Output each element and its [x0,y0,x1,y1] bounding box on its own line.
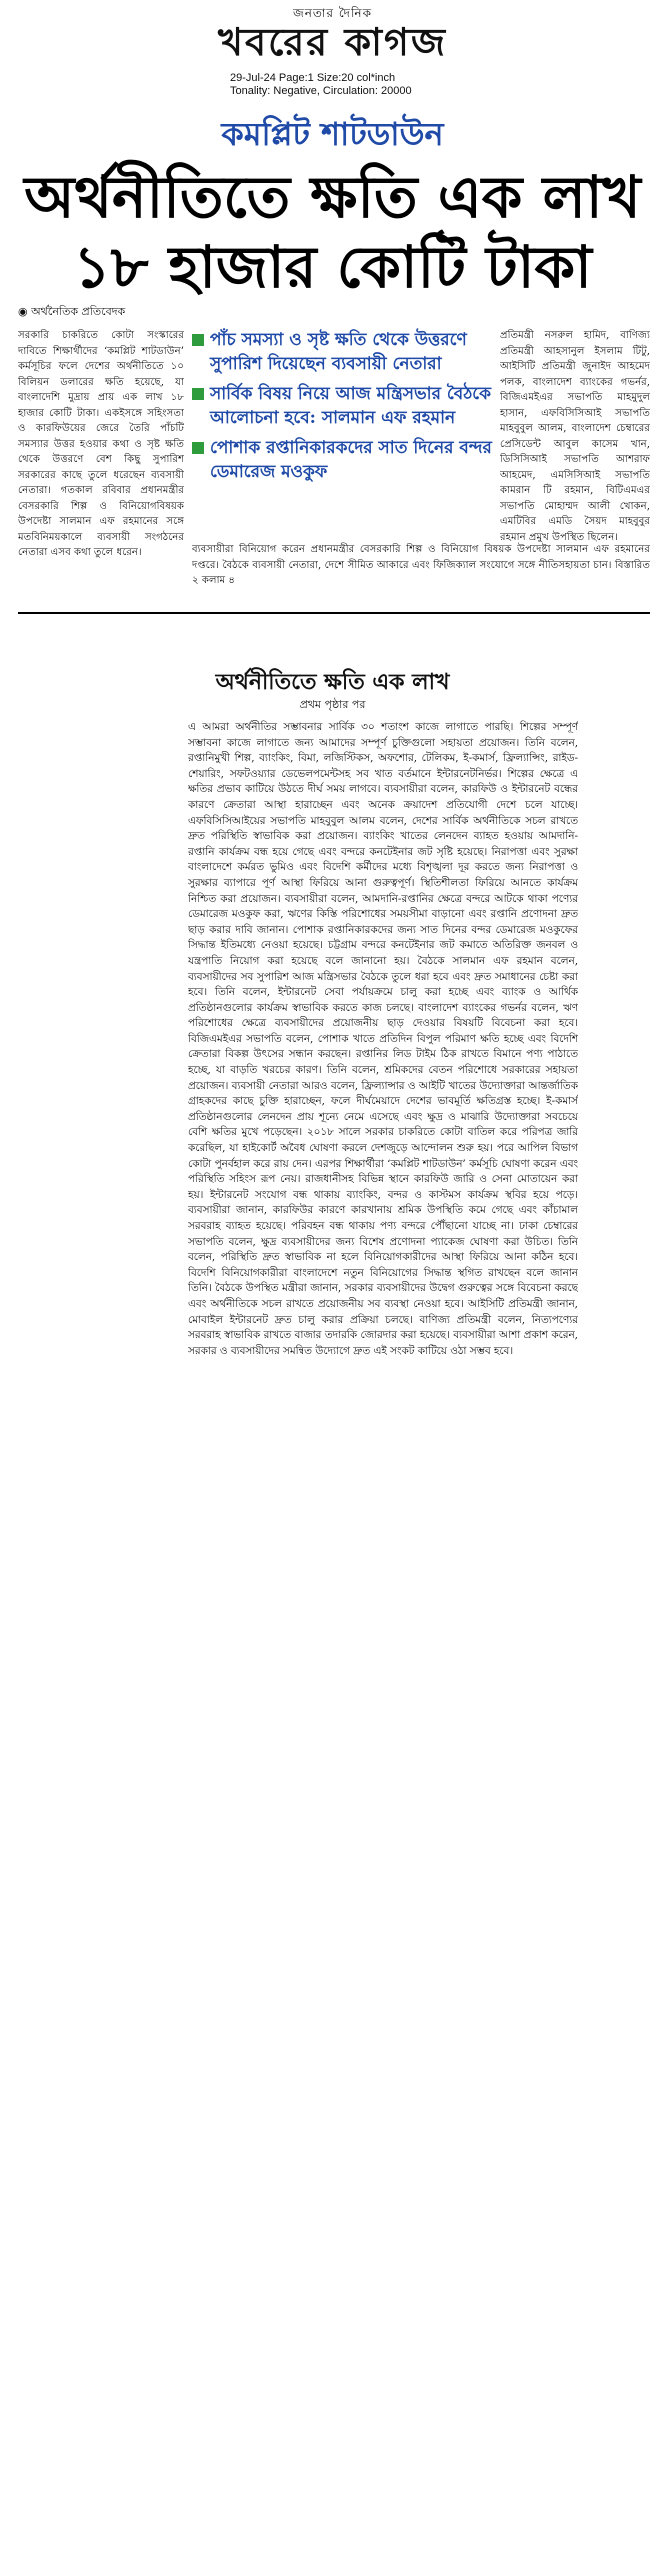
clipping-metadata [230,72,470,98]
highlight-item [192,436,492,484]
article-left-column: সরকারি চাকরিতে কোটা সংস্কারের দাবিতে শিক্ষার্থীদের ‘কমপ্লিট শাটডাউন’ কর্মসূচির ফলে দেশের অর্থনীতিতে ১০ বিলিয়ন ডলারের ক্ষতি হয়েছে, যা বাংলাদেশি মুদ্রায় প্রায় এক লাখ ১৮ হাজার কোটি টাকা। একইসঙ্গে সহিংসতা ও কারফিউয়ের জেরে তৈরি পাঁচটি সমস্যার উত্তর হওয়ার কথা ও সৃষ্ট ক্ষতি থেকে উত্তরণে বেশ কিছু সুপারিশ সরকারের কাছে তুলে ধরেছেন ব্যবসায়ী নেতারা। গতকাল রবিবার প্রধানমন্ত্রীর বেসরকারি শিল্প ও বিনিয়োগবিষয়ক উপদেষ্টা সালমান এফ রহমানের সঙ্গে মতবিনিময়কালে ব্যবসায়ী সংগঠনের নেতারা এসব কথা তুলে ধরেন। [18,330,184,558]
continuation-body: এ আমরা অর্থনীতির সম্ভাবনার সার্বিক ৩০ শতাংশ কাজে লাগাতে পারছি। শিল্পের সম্পূর্ণ সম্ভাবনা কাজে লাগাতে জন্য আমাদের সম্পূর্ণ চুক্তিগুলো সহায়তা প্রয়োজন। তিনি বলেন, রপ্তানিমুখী শিল্প, ব্যাংকিং, বিমা, লজিস্টিকস, অফশোর, টেলিকম, ই-কমার্স, ফ্রিল্যান্সিং, রাইড-শেয়ারিং, সফটওয়্যার ডেভেলপমেন্টসহ সব খাত বর্তমানে ইন্টারনেটনির্ভর। শিল্পের ক্ষেত্রে এ ক্ষতির প্রভাব কাটিয়ে উঠতে দীর্ঘ সময় লাগবে। ব্যবসায়ীরা বলেন, কারফিউ ও ইন্টারনেট বন্ধের কারণে ক্রেতারা আস্থা হারাচ্ছেন এবং অনেক ক্রয়াদেশ প্রতিযোগী দেশে চলে যাচ্ছে। এফবিসিসিআইয়ের সভাপতি মাহবুবুল আলম বলেন, দেশের সার্বিক অর্থনীতিকে সচল রাখতে দ্রুত পরিস্থিতি স্বাভাবিক করা প্রয়োজন। ব্যাংকিং খাতের লেনদেন ব্যাহত হওয়ায় আমদানি-রপ্তানি কার্যক্রম বন্ধ হয়ে গেছে এবং বন্দরে কনটেইনার জট সৃষ্টি হয়েছে। নিরাপত্তা এবং সুরক্ষা বাংলাদেশে কর্মরত ভুমিও এবং বিদেশি কর্মীদের মধ্যে বিশৃঙ্খলা দূর করতে জন্য নিরাপত্তা ও সুরক্ষার ব্যাপারে পূর্ণ আস্থা ফিরিয়ে আনা গুরুত্বপূর্ণ। স্থিতিশীলতা ফিরিয়ে আনতে কার্যক্রম নিশ্চিত করা প্রয়োজন। ব্যবসায়ীরা বলেন, আমদানি-রপ্তানির ক্ষেত্রে বন্দরে আটকে থাকা পণ্যের ডেমারেজ মওকুফ করা, ঋণের কিস্তি পরিশোধের সময়সীমা বাড়ানো এবং রপ্তানি প্রণোদনা দ্রুত ছাড় করার দাবি জানান। পোশাক রপ্তানিকারকদের জন্য সাত দিনের বন্দর ডেমারেজ মওকুফের সিদ্ধান্ত ইতিমধ্যে নেওয়া হয়েছে। চট্টগ্রাম বন্দরে কনটেইনার জট কমাতে অতিরিক্ত জনবল ও যন্ত্রপাতি নিয়োগ করা হয়েছে বলে জানানো হয়। বৈঠকে সালমান এফ রহমান বলেন, ব্যবসায়ীদের সব সুপারিশ আজ মন্ত্রিসভার বৈঠকে তুলে ধরা হবে এবং দ্রুত সমাধানের চেষ্টা করা হবে। তিনি বলেন, ইন্টারনেট সেবা পর্যায়ক্রমে চালু করা হচ্ছে এবং ব্যাংক ও আর্থিক প্রতিষ্ঠানগুলোর কার্যক্রম স্বাভাবিক করতে কাজ চলছে। বাংলাদেশ ব্যাংকের গভর্নর বলেন, ঋণ পরিশোধের ক্ষেত্রে ব্যবসায়ীদের প্রয়োজনীয় ছাড় দেওয়ার বিষয়টি বিবেচনা করা হবে। বিজিএমইএর সভাপতি বলেন, পোশাক খাতে প্রতিদিন বিপুল পরিমাণ ক্ষতি হচ্ছে এবং বিদেশি ক্রেতারা বিকল্প উৎসের সন্ধান করছেন। রপ্তানির লিড টাইম ঠিক রাখতে বিমানে পণ্য পাঠাতে হচ্ছে, যা বাড়তি খরচের কারণ। তিনি বলেন, শ্রমিকদের বেতন পরিশোধে সরকারের সহায়তা প্রয়োজন। ব্যবসায়ী নেতারা আরও বলেন, ফ্রিল্যান্সার ও আইটি খাতের উদ্যোক্তারা আন্তর্জাতিক গ্রাহকদের কাছে চুক্তি হারাচ্ছেন, ফলে দীর্ঘমেয়াদে দেশের ভাবমূর্তি ক্ষতিগ্রস্ত হচ্ছে। ই-কমার্স প্রতিষ্ঠানগুলোর লেনদেন প্রায় শূন্যে নেমে এসেছে এবং ক্ষুদ্র ও মাঝারি উদ্যোক্তারা সবচেয়ে বেশি ক্ষতির মুখে পড়েছেন। ২০১৮ সালে সরকার চাকরিতে কোটা বাতিল করে পরিপত্র জারি করেছিল, যা হাইকোর্ট অবৈধ ঘোষণা করলে দেশজুড়ে আন্দোলন শুরু হয়। পরে আপিল বিভাগ কোটা পুনর্বহাল করে রায় দেন। এরপর শিক্ষার্থীরা ‘কমপ্লিট শাটডাউন’ কর্মসূচি ঘোষণা করেন এবং পরিস্থিতি সহিংস রূপ নেয়। রাজধানীসহ বিভিন্ন স্থানে কারফিউ জারি ও সেনা মোতায়েন করা হয়। ইন্টারনেট সংযোগ বন্ধ থাকায় ব্যাংকিং, বন্দর ও কাস্টমস কার্যক্রম স্থবির হয়ে পড়ে। ব্যবসায়ীরা জানান, কারফিউর কারণে কারখানায় শ্রমিক উপস্থিতি কমে গেছে এবং কাঁচামাল সরবরাহ ব্যাহত হয়েছে। পরিবহন বন্ধ থাকায় পণ্য বন্দরে পৌঁছানো যাচ্ছে না। ঢাকা চেম্বারের সভাপতি বলেন, ক্ষুদ্র ব্যবসায়ীদের জন্য বিশেষ প্রণোদনা প্যাকেজ ঘোষণা করা উচিত। তিনি বলেন, পরিস্থিতি দ্রুত স্বাভাবিক না হলে বিনিয়োগকারীদের আস্থা ফিরিয়ে আনা কঠিন হবে। বিদেশি বিনিয়োগকারীরা বাংলাদেশে নতুন বিনিয়োগের সিদ্ধান্ত স্থগিত রাখছেন বলে জানান তিনি। বৈঠকে উপস্থিত মন্ত্রীরা জানান, সরকার ব্যবসায়ীদের উদ্বেগ গুরুত্বের সঙ্গে বিবেচনা করছে এবং অর্থনীতিকে সচল রাখতে প্রয়োজনীয় সব ব্যবস্থা নেওয়া হবে। আইসিটি প্রতিমন্ত্রী জানান, মোবাইল ইন্টারনেট দ্রুত চালু করার প্রক্রিয়া চলছে। বাণিজ্য প্রতিমন্ত্রী বলেন, নিত্যপণ্যের সরবরাহ স্বাভাবিক রাখতে বাজার তদারকি জোরদার করা হয়েছে। ব্যবসায়ীরা আশা প্রকাশ করেন, সরকার ও ব্যবসায়ীদের সমন্বিত উদ্যোগে দ্রুত এই সংকট কাটিয়ে ওঠা সম্ভব হবে। [188,721,578,1357]
highlight-item [192,328,492,376]
article-headline [10,162,655,302]
masthead-title: খবরের কাগজ [218,19,447,64]
byline-bullet-icon: ◉ [18,305,32,318]
metadata-date-size: 29-Jul-24 Page:1 Size:20 col*inch [230,72,396,84]
green-square-bullet-icon [192,334,204,346]
section-divider [18,612,650,614]
article-bottom-paragraph: ব্যবসায়ীরা বিনিয়োগ করেন প্রধানমন্ত্রীর বেসরকারি শিল্প ও বিনিয়োগ বিষয়ক উপদেষ্টা সালমান এফ রহমানের দপ্তরে। বৈঠকে ব্যবসায়ী নেতারা, দেশে সীমিত আকারে এবং ফিজিক্যাল সংযোগে সঙ্গে নীতিসহায়তা চান। বিস্তারিত ২ কলাম ৪ [192,544,650,586]
masthead-tagline: জনতার দৈনিক [293,6,372,20]
byline-text: অর্থনৈতিক প্রতিবেদক [31,305,126,318]
highlight-item [192,382,492,430]
highlight-text: পোশাক রপ্তানিকারকদের সাত দিনের বন্দর ডেমারেজ মওকুফ [210,438,492,482]
article-right-column: প্রতিমন্ত্রী নসরুল হামিদ, বাণিজ্য প্রতিমন্ত্রী আহসানুল ইসলাম টিটু, আইসিটি প্রতিমন্ত্রী জুনাইদ আহমেদ পলক, বাংলাদেশ ব্যাংকের গভর্নর, বিজিএমইএর সভাপতি মাহমুদুল হাসান, এফবিসিসিআই সভাপতি মাহবুবুল আলম, বাংলাদেশ চেম্বারের প্রেসিডেন্ট আবুল কাসেম খান, ডিসিসিআই সভাপতি আশরাফ আহমেদ, এমসিসিআই সভাপতি কামরান টি রহমান, বিটিএমএর সভাপতি মোহাম্মদ আলী খোকন, এমটিবির এমডি সৈয়দ মাহবুবুর রহমান প্রমুখ উপস্থিত ছিলেন। [500,330,650,543]
article-kicker: কমপ্লিট শাটডাউন [221,115,444,153]
article-byline [18,305,125,319]
continuation-subtitle: প্রথম পৃষ্ঠার পর [299,698,366,711]
highlight-box [192,328,492,536]
masthead [0,6,665,64]
headline-line-1: অর্থনীতিতে ক্ষতি এক লাখ [24,163,641,231]
highlight-text: সার্বিক বিষয় নিয়ে আজ মন্ত্রিসভার বৈঠকে আলোচনা হবে: সালমান এফ রহমান [210,384,492,428]
headline-line-2: ১৮ হাজার কোটি টাকা [73,233,592,301]
green-square-bullet-icon [192,388,204,400]
green-square-bullet-icon [192,442,204,454]
continuation-title: অর্থনীতিতে ক্ষতি এক লাখ [215,669,450,695]
highlight-text: পাঁচ সমস্যা ও সৃষ্ট ক্ষতি থেকে উত্তরণে সুপারিশ দিয়েছেন ব্যবসায়ী নেতারা [210,330,467,374]
metadata-tonality-circulation: Tonality: Negative, Circulation: 20000 [230,85,412,97]
